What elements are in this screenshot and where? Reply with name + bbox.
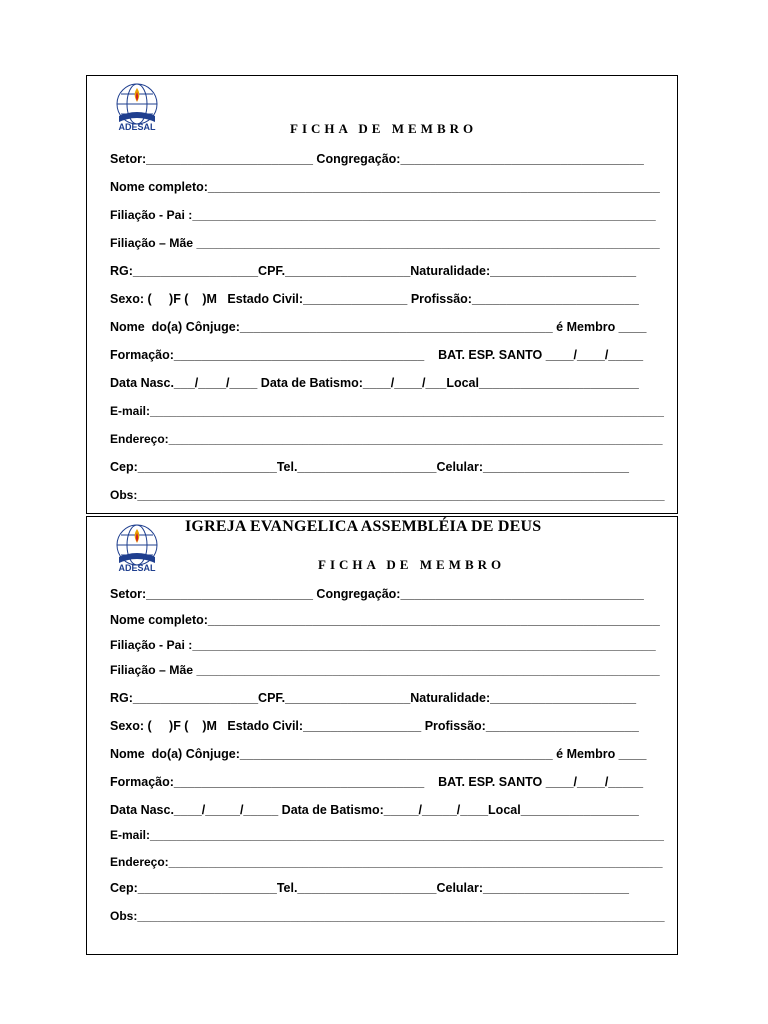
member-form-2 (86, 516, 678, 955)
logo-brand-text: ADESAL (118, 122, 156, 132)
form-title: FICHA DE MEMBRO (290, 121, 478, 136)
field-data-nasc[interactable]: Data Nasc.___/____/____ Data de Batismo:____/____/___Local_______________________ (110, 376, 639, 390)
field-obs[interactable]: Obs:_______________________________________________________________________________ (110, 909, 665, 923)
field-formacao[interactable]: Formação:____________________________________ BAT. ESP. SANTO ____/____/_____ (110, 775, 644, 789)
field-filiacao-pai[interactable]: Filiação - Pai :____________________________________________________________________ (110, 638, 656, 652)
field-endereco[interactable]: Endereço:__________________________________________________________________________ (110, 855, 663, 869)
field-setor[interactable]: Setor:________________________ Congregação:___________________________________ (110, 152, 644, 166)
field-nome-completo[interactable]: Nome completo:_________________________________________________________________ (110, 180, 660, 194)
field-nome-completo[interactable]: Nome completo:_________________________________________________________________ (110, 613, 660, 627)
field-filiacao-mae[interactable]: Filiação – Mãe ____________________________________________________________________ (110, 236, 660, 250)
field-rg-cpf[interactable]: RG:__________________CPF.__________________Naturalidade:_____________________ (110, 691, 637, 705)
field-filiacao-mae[interactable]: Filiação – Mãe ____________________________________________________________________ (110, 663, 660, 677)
logo-brand-text: ADESAL (118, 563, 156, 573)
field-setor[interactable]: Setor:________________________ Congregação:___________________________________ (110, 587, 644, 601)
field-endereco[interactable]: Endereço:__________________________________________________________________________ (110, 432, 663, 446)
field-sexo[interactable]: Sexo: ( )F ( )M Estado Civil:_______________ Profissão:________________________ (110, 292, 639, 306)
church-name: IGREJA EVANGELICA ASSEMBLÉIA DE DEUS (185, 518, 542, 535)
form-title: FICHA DE MEMBRO (318, 557, 506, 572)
field-data-nasc[interactable]: Data Nasc.____/_____/_____ Data de Batismo:_____/_____/____Local_________________ (110, 803, 639, 817)
field-cep[interactable]: Cep:____________________Tel.____________________Celular:_____________________ (110, 460, 629, 474)
field-email[interactable]: E-mail:_____________________________________________________________________________ (110, 828, 664, 842)
member-form-1 (86, 75, 678, 514)
field-conjuge[interactable]: Nome do(a) Cônjuge:_____________________________________________ é Membro ____ (110, 747, 647, 761)
field-obs[interactable]: Obs:_______________________________________________________________________________ (110, 488, 665, 502)
field-sexo[interactable]: Sexo: ( )F ( )M Estado Civil:_________________ Profissão:______________________ (110, 719, 639, 733)
field-rg-cpf[interactable]: RG:__________________CPF.__________________Naturalidade:_____________________ (110, 264, 637, 278)
field-conjuge[interactable]: Nome do(a) Cônjuge:_____________________________________________ é Membro ____ (110, 320, 647, 334)
field-formacao[interactable]: Formação:____________________________________ BAT. ESP. SANTO ____/____/_____ (110, 348, 644, 362)
field-cep[interactable]: Cep:____________________Tel.____________________Celular:_____________________ (110, 881, 629, 895)
field-filiacao-pai[interactable]: Filiação - Pai :____________________________________________________________________ (110, 208, 656, 222)
field-email[interactable]: E-mail:_____________________________________________________________________________ (110, 404, 664, 418)
